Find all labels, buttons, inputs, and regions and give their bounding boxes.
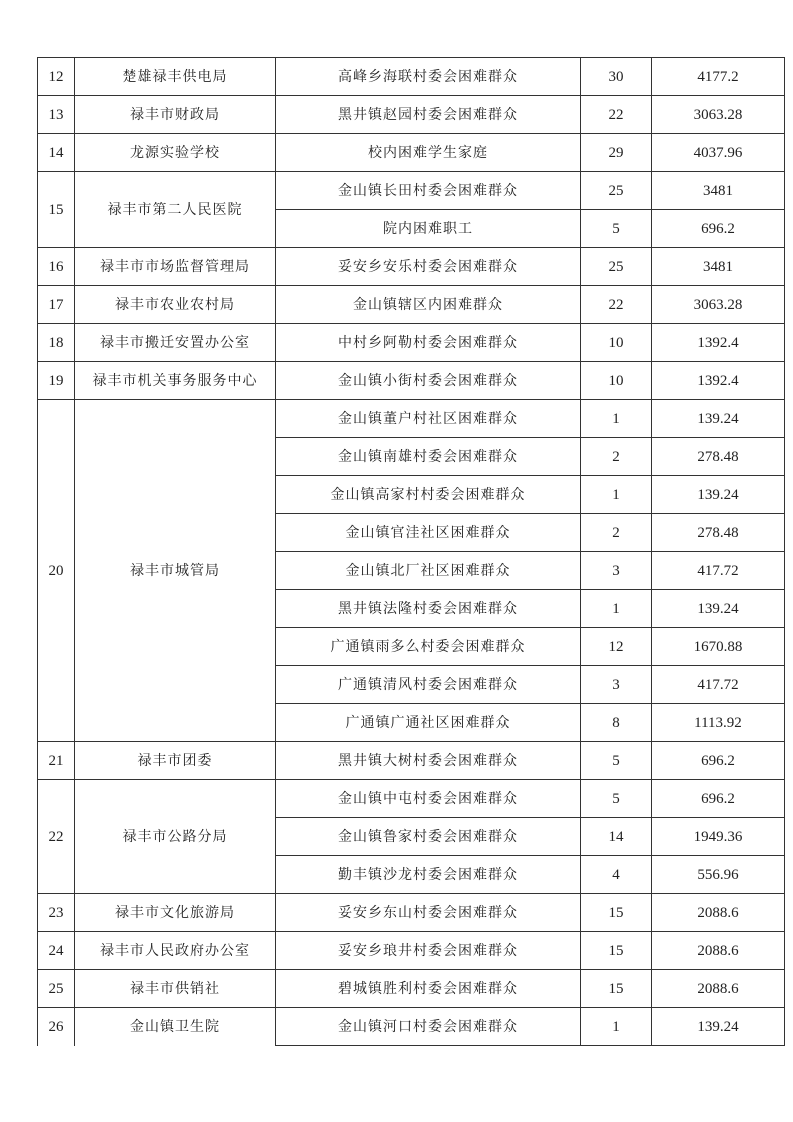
- row-number-cell: 25: [38, 970, 75, 1008]
- amount-cell: 1113.92: [652, 704, 785, 742]
- household-count-cell: 22: [581, 286, 652, 324]
- row-number-cell: 13: [38, 96, 75, 134]
- aid-target-cell: 金山镇董户村社区困难群众: [276, 400, 581, 438]
- household-count-cell: 1: [581, 476, 652, 514]
- household-count-cell: 15: [581, 894, 652, 932]
- amount-cell: 2088.6: [652, 894, 785, 932]
- household-count-cell: 1: [581, 1008, 652, 1046]
- amount-cell: 417.72: [652, 666, 785, 704]
- unit-name-cell: 禄丰市人民政府办公室: [75, 932, 276, 970]
- amount-cell: 1392.4: [652, 324, 785, 362]
- aid-target-cell: 广通镇广通社区困难群众: [276, 704, 581, 742]
- amount-cell: 1392.4: [652, 362, 785, 400]
- aid-target-cell: 金山镇长田村委会困难群众: [276, 172, 581, 210]
- unit-name-cell: 禄丰市第二人民医院: [75, 172, 276, 248]
- aid-target-cell: 黑井镇赵园村委会困难群众: [276, 96, 581, 134]
- household-count-cell: 2: [581, 514, 652, 552]
- row-number-cell: 18: [38, 324, 75, 362]
- amount-cell: 139.24: [652, 476, 785, 514]
- household-count-cell: 8: [581, 704, 652, 742]
- table-body: [38, 58, 785, 1046]
- row-number-cell: 23: [38, 894, 75, 932]
- aid-target-cell: 金山镇鲁家村委会困难群众: [276, 818, 581, 856]
- table-row: [38, 742, 785, 780]
- unit-name-cell: 禄丰市文化旅游局: [75, 894, 276, 932]
- aid-target-cell: 金山镇河口村委会困难群众: [276, 1008, 581, 1046]
- table-row: [38, 172, 785, 210]
- aid-target-cell: 金山镇辖区内困难群众: [276, 286, 581, 324]
- aid-target-cell: 金山镇官洼社区困难群众: [276, 514, 581, 552]
- table-row: [38, 58, 785, 96]
- aid-target-cell: 中村乡阿勒村委会困难群众: [276, 324, 581, 362]
- table-row: [38, 970, 785, 1008]
- household-count-cell: 22: [581, 96, 652, 134]
- unit-name-cell: 禄丰市团委: [75, 742, 276, 780]
- household-count-cell: 29: [581, 134, 652, 172]
- amount-cell: 3063.28: [652, 286, 785, 324]
- aid-target-cell: 金山镇中屯村委会困难群众: [276, 780, 581, 818]
- aid-target-cell: 勤丰镇沙龙村委会困难群众: [276, 856, 581, 894]
- amount-cell: 1670.88: [652, 628, 785, 666]
- household-count-cell: 25: [581, 248, 652, 286]
- household-count-cell: 15: [581, 932, 652, 970]
- unit-name-cell: 禄丰市公路分局: [75, 780, 276, 894]
- table-row: [38, 894, 785, 932]
- aid-target-cell: 金山镇南雄村委会困难群众: [276, 438, 581, 476]
- aid-target-cell: 广通镇雨多么村委会困难群众: [276, 628, 581, 666]
- household-count-cell: 3: [581, 552, 652, 590]
- amount-cell: 696.2: [652, 210, 785, 248]
- household-count-cell: 2: [581, 438, 652, 476]
- row-number-cell: 24: [38, 932, 75, 970]
- aid-target-cell: 妥安乡安乐村委会困难群众: [276, 248, 581, 286]
- aid-target-cell: 妥安乡东山村委会困难群众: [276, 894, 581, 932]
- unit-name-cell: 金山镇卫生院: [75, 1008, 276, 1046]
- amount-cell: 278.48: [652, 514, 785, 552]
- row-number-cell: 19: [38, 362, 75, 400]
- unit-name-cell: 禄丰市市场监督管理局: [75, 248, 276, 286]
- aid-target-cell: 金山镇北厂社区困难群众: [276, 552, 581, 590]
- table-row: [38, 134, 785, 172]
- household-count-cell: 4: [581, 856, 652, 894]
- aid-distribution-table: [37, 57, 785, 1046]
- unit-name-cell: 禄丰市农业农村局: [75, 286, 276, 324]
- amount-cell: 139.24: [652, 1008, 785, 1046]
- row-number-cell: 21: [38, 742, 75, 780]
- unit-name-cell: 禄丰市搬迁安置办公室: [75, 324, 276, 362]
- unit-name-cell: 禄丰市城管局: [75, 400, 276, 742]
- aid-target-cell: 校内困难学生家庭: [276, 134, 581, 172]
- aid-target-cell: 黑井镇法隆村委会困难群众: [276, 590, 581, 628]
- unit-name-cell: 禄丰市供销社: [75, 970, 276, 1008]
- row-number-cell: 14: [38, 134, 75, 172]
- household-count-cell: 3: [581, 666, 652, 704]
- amount-cell: 2088.6: [652, 970, 785, 1008]
- household-count-cell: 1: [581, 590, 652, 628]
- household-count-cell: 10: [581, 362, 652, 400]
- amount-cell: 2088.6: [652, 932, 785, 970]
- table-row: [38, 286, 785, 324]
- table-row: [38, 780, 785, 818]
- table-row: [38, 362, 785, 400]
- row-number-cell: 22: [38, 780, 75, 894]
- household-count-cell: 5: [581, 780, 652, 818]
- amount-cell: 556.96: [652, 856, 785, 894]
- aid-target-cell: 高峰乡海联村委会困难群众: [276, 58, 581, 96]
- household-count-cell: 15: [581, 970, 652, 1008]
- table-row: [38, 1008, 785, 1046]
- aid-target-cell: 碧城镇胜利村委会困难群众: [276, 970, 581, 1008]
- amount-cell: 4037.96: [652, 134, 785, 172]
- amount-cell: 696.2: [652, 742, 785, 780]
- amount-cell: 3481: [652, 172, 785, 210]
- amount-cell: 278.48: [652, 438, 785, 476]
- unit-name-cell: 禄丰市财政局: [75, 96, 276, 134]
- aid-target-cell: 金山镇小街村委会困难群众: [276, 362, 581, 400]
- household-count-cell: 30: [581, 58, 652, 96]
- row-number-cell: 20: [38, 400, 75, 742]
- household-count-cell: 5: [581, 210, 652, 248]
- household-count-cell: 14: [581, 818, 652, 856]
- amount-cell: 3063.28: [652, 96, 785, 134]
- household-count-cell: 1: [581, 400, 652, 438]
- unit-name-cell: 龙源实验学校: [75, 134, 276, 172]
- household-count-cell: 5: [581, 742, 652, 780]
- amount-cell: 417.72: [652, 552, 785, 590]
- amount-cell: 1949.36: [652, 818, 785, 856]
- aid-target-cell: 院内困难职工: [276, 210, 581, 248]
- row-number-cell: 26: [38, 1008, 75, 1046]
- row-number-cell: 16: [38, 248, 75, 286]
- household-count-cell: 10: [581, 324, 652, 362]
- amount-cell: 139.24: [652, 400, 785, 438]
- household-count-cell: 25: [581, 172, 652, 210]
- table-row: [38, 96, 785, 134]
- household-count-cell: 12: [581, 628, 652, 666]
- amount-cell: 139.24: [652, 590, 785, 628]
- aid-target-cell: 妥安乡琅井村委会困难群众: [276, 932, 581, 970]
- amount-cell: 4177.2: [652, 58, 785, 96]
- row-number-cell: 15: [38, 172, 75, 248]
- aid-target-cell: 广通镇清风村委会困难群众: [276, 666, 581, 704]
- amount-cell: 3481: [652, 248, 785, 286]
- table-row: [38, 932, 785, 970]
- table-row: [38, 324, 785, 362]
- unit-name-cell: 禄丰市机关事务服务中心: [75, 362, 276, 400]
- table-row: [38, 248, 785, 286]
- aid-target-cell: 金山镇高家村村委会困难群众: [276, 476, 581, 514]
- unit-name-cell: 楚雄禄丰供电局: [75, 58, 276, 96]
- table-row: [38, 400, 785, 438]
- row-number-cell: 12: [38, 58, 75, 96]
- amount-cell: 696.2: [652, 780, 785, 818]
- aid-target-cell: 黑井镇大树村委会困难群众: [276, 742, 581, 780]
- aid-distribution-table-page: [37, 57, 784, 1046]
- row-number-cell: 17: [38, 286, 75, 324]
